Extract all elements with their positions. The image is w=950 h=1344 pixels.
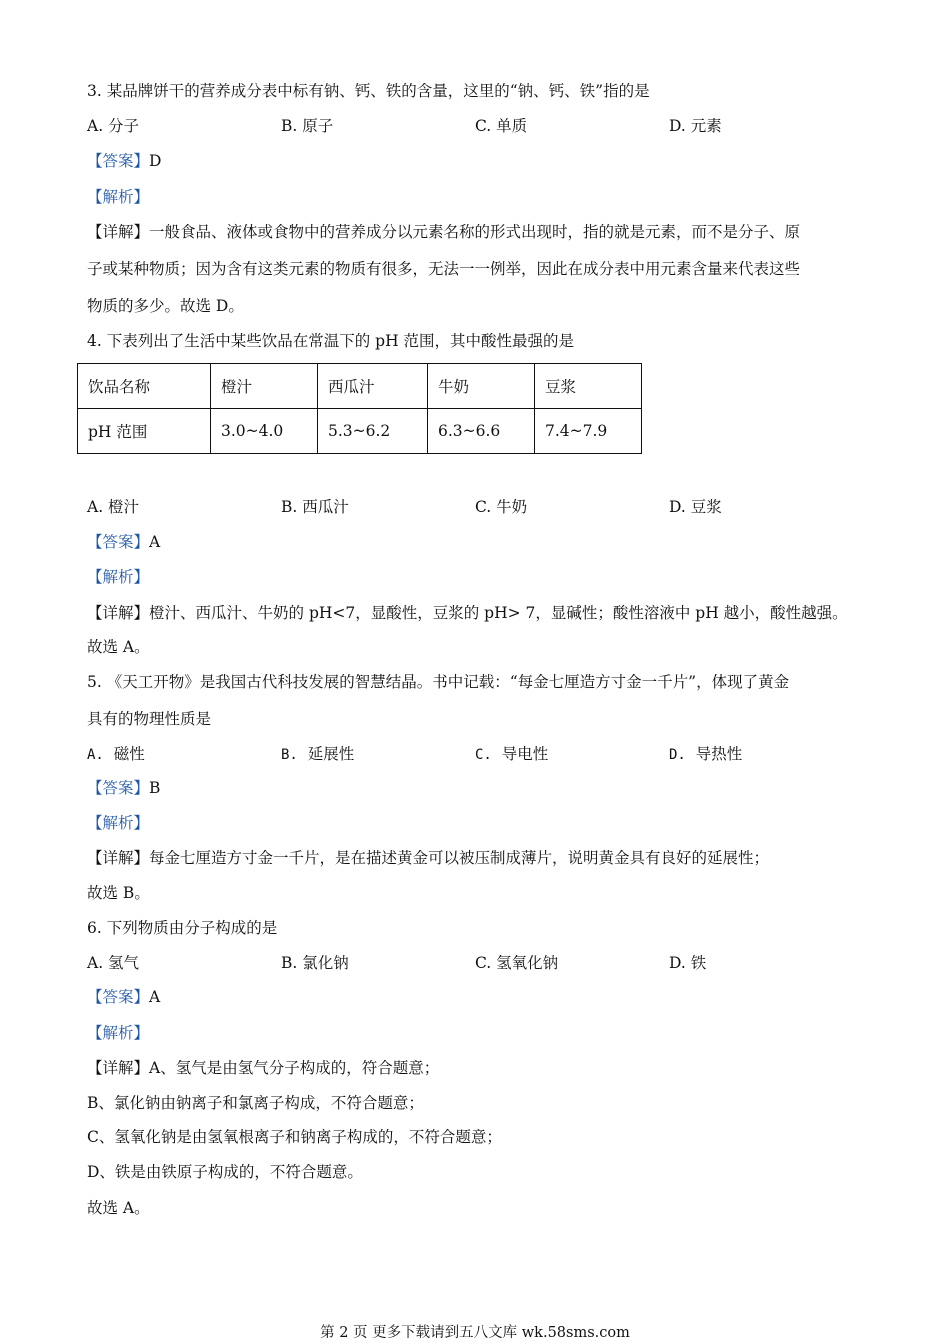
q6-option-d: D. 铁 (669, 954, 707, 972)
q3-option-d: D. 元素 (669, 117, 722, 135)
option-text: 延展性 (307, 745, 355, 763)
answer-tag: 【答案】 (87, 152, 150, 170)
answer-tag: 【答案】 (87, 779, 150, 797)
table-row (78, 409, 642, 454)
q3-analysis-tag: 【解析】 (87, 188, 150, 206)
option-text: 磁性 (113, 745, 145, 763)
table-cell: 豆浆 (535, 364, 642, 409)
detail-tag: 【详解】 (87, 223, 150, 241)
option-letter: B. (281, 747, 298, 763)
detail-text: 一般食品、液体或食物中的营养成分以元素名称的形式出现时，指的就是元素，而不是分子、原 (149, 223, 801, 241)
q3-answer (87, 151, 161, 171)
ph-table (77, 363, 642, 454)
table-cell: 3.0~4.0 (211, 409, 318, 454)
q4-analysis-tag: 【解析】 (87, 568, 150, 586)
q5-detail-line-2: 故选 B。 (87, 884, 150, 902)
answer-tag: 【答案】 (87, 533, 150, 551)
q5-option-a (87, 744, 145, 765)
q3-option-c: C. 单质 (475, 117, 528, 135)
q6-answer (87, 987, 160, 1007)
table-row (78, 364, 642, 409)
q6-detail-line-3: C、氢氧化钠是由氢氧根离子和钠离子构成的，不符合题意； (87, 1128, 502, 1146)
q6-detail-line-5: 故选 A。 (87, 1199, 150, 1217)
q6-option-c: C. 氢氧化钠 (475, 954, 559, 972)
q4-stem: 4. 下表列出了生活中某些饮品在常温下的 pH 范围，其中酸性最强的是 (87, 332, 575, 350)
q6-detail-line-1 (87, 1058, 439, 1078)
q4-answer (87, 532, 160, 552)
q6-option-b: B. 氯化钠 (281, 954, 349, 972)
q3-detail-line-2: 子或某种物质；因为含有这类元素的物质有很多，无法一一例举，因此在成分表中用元素含量来代表这些 (87, 260, 801, 278)
answer-value: D (149, 152, 162, 170)
q6-detail-line-2: B、氯化钠由钠离子和氯离子构成，不符合题意； (87, 1094, 424, 1112)
q3-detail-line-1 (87, 222, 800, 242)
answer-tag: 【答案】 (87, 988, 150, 1006)
option-letter: A. (87, 747, 104, 763)
q6-stem: 6. 下列物质由分子构成的是 (87, 919, 278, 937)
q4-option-c: C. 牛奶 (475, 498, 528, 516)
answer-value: A (149, 533, 161, 551)
option-text: 导电性 (501, 745, 549, 763)
q5-option-d (669, 744, 742, 765)
table-cell: 饮品名称 (78, 364, 211, 409)
option-letter: D. (669, 747, 686, 763)
table-cell: 5.3~6.2 (318, 409, 428, 454)
answer-value: B (149, 779, 161, 797)
q5-option-c (475, 744, 548, 765)
table-cell: 7.4~7.9 (535, 409, 642, 454)
q5-detail-line-1 (87, 848, 769, 868)
q4-option-d: D. 豆浆 (669, 498, 722, 516)
q6-detail-line-4: D、铁是由铁原子构成的，不符合题意。 (87, 1163, 363, 1181)
detail-text: 橙汁、西瓜汁、牛奶的 pH<7，显酸性，豆浆的 pH> 7，显碱性；酸性溶液中 pH 越小，酸性越强。 (149, 604, 848, 622)
q5-analysis-tag: 【解析】 (87, 814, 150, 832)
table-cell: 橙汁 (211, 364, 318, 409)
table-cell: 西瓜汁 (318, 364, 428, 409)
detail-tag: 【详解】 (87, 1059, 150, 1077)
q3-option-b: B. 原子 (281, 117, 334, 135)
page-footer: 第 2 页 更多下载请到五八文库 wk.58sms.com (320, 1325, 630, 1341)
answer-value: A (149, 988, 161, 1006)
q6-option-a: A. 氢气 (87, 954, 140, 972)
q4-option-b: B. 西瓜汁 (281, 498, 349, 516)
q3-option-a: A. 分子 (87, 117, 140, 135)
table-cell: 6.3~6.6 (428, 409, 535, 454)
table-cell: 牛奶 (428, 364, 535, 409)
detail-text: 每金七厘造方寸金一千片，是在描述黄金可以被压制成薄片，说明黄金具有良好的延展性； (149, 849, 770, 867)
table-cell: pH 范围 (78, 409, 211, 454)
option-letter: C. (475, 747, 492, 763)
q4-option-a: A. 橙汁 (87, 498, 140, 516)
q3-stem: 3. 某品牌饼干的营养成分表中标有钠、钙、铁的含量，这里的“钠、钙、铁”指的是 (87, 82, 650, 100)
option-text: 导热性 (695, 745, 743, 763)
q4-detail-line-2: 故选 A。 (87, 638, 150, 656)
q6-analysis-tag: 【解析】 (87, 1024, 150, 1042)
q3-detail-line-3: 物质的多少。故选 D。 (87, 297, 244, 315)
q4-detail-line-1 (87, 603, 848, 623)
q5-stem-line-1: 5. 《天工开物》是我国古代科技发展的智慧结晶。书中记载：“每金七厘造方寸金一千片”，体现了黄金 (87, 673, 790, 691)
detail-tag: 【详解】 (87, 604, 150, 622)
detail-tag: 【详解】 (87, 849, 150, 867)
q5-stem-line-2: 具有的物理性质是 (87, 710, 212, 728)
detail-text: A、氢气是由氢气分子构成的，符合题意； (149, 1059, 440, 1077)
q5-answer (87, 778, 160, 798)
q5-option-b (281, 744, 354, 765)
